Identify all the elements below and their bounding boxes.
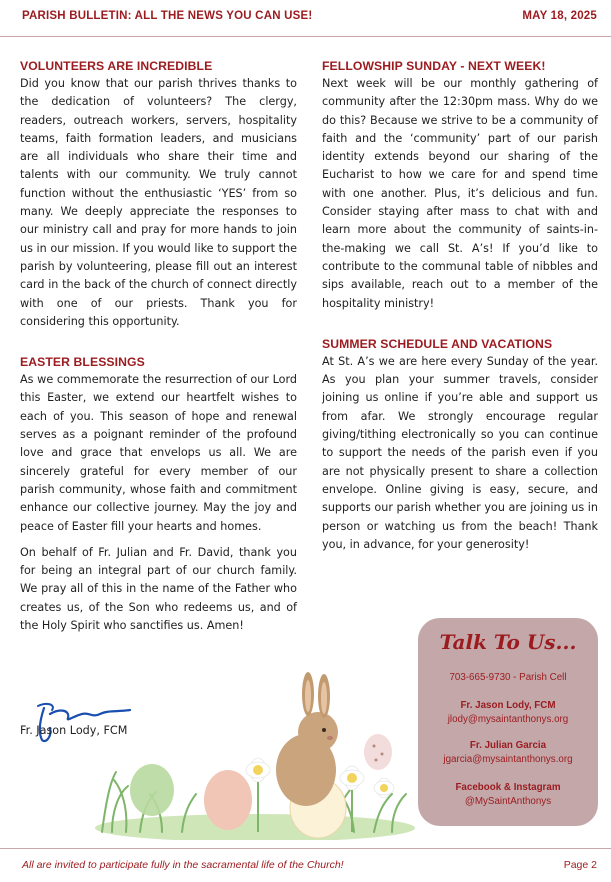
- page-number: Page 2: [563, 859, 597, 871]
- footer-divider: [0, 848, 611, 849]
- contact-person1-email[interactable]: jlody@mysaintanthonys.org: [447, 714, 569, 725]
- contact-social-label: Facebook & Instagram: [455, 782, 561, 793]
- fellowship-heading: FELLOWSHIP SUNDAY - NEXT WEEK!: [322, 59, 546, 73]
- volunteers-body: Did you know that our parish thrives thanks to the dedication of volunteers? The clergy, readers, outreach workers, servers, hospitality teams, faith formation leaders, and musicians are all individuals who share their time and talents with our community. We truly cannot function without the enthusiastic ‘YES’ from so many. We deeply appreciate the responses to our ministry call and pray for more hands to join us in our mission. If you would like to support the parish by volunteering, please fill out an interest card in the back of the church of connect directly with one of our priests. Thank you for considering this opportunity.: [20, 77, 297, 328]
- bulletin-title: PARISH BULLETIN: ALL THE NEWS YOU CAN USE!: [22, 10, 313, 22]
- easter-section: [20, 355, 297, 635]
- footer-note: All are invited to participate fully in the sacramental life of the Church!: [22, 859, 344, 871]
- fellowship-body: Next week will be our monthly gathering of community after the 12:30pm mass. Why do we do this? Because we strive to be a community of faith and the ‘community’ part of our parish identity extends beyond our sharing of the Eucharist to how we care for and spend time with one another. Plus, it’s delicious and fun. Consider staying after mass to chat with and learn more about the community of saints-in-the-making we call St. A’s! If you’d like to contribute to the communal table of nibbles and sips available, reach out to a member of the hospitality ministry!: [322, 77, 598, 310]
- header-divider: [0, 36, 611, 37]
- contact-card: [418, 618, 598, 826]
- volunteers-heading: VOLUNTEERS ARE INCREDIBLE: [20, 59, 213, 73]
- contact-phone[interactable]: 703-665-9730 - Parish Cell: [449, 672, 567, 683]
- summer-heading: SUMMER SCHEDULE AND VACATIONS: [322, 336, 553, 351]
- bulletin-date: MAY 18, 2025: [522, 10, 597, 22]
- page-header: [0, 0, 611, 40]
- summer-body: At St. A’s we are here every Sunday of the year. As you plan your summer travels, consider joining us online if you’re able and support us from afar. We strongly encourage regular giving/tithing electronically so you can continue to support the needs of the parish even if you are not physically present to share a collection envelope. Online giving is easy, secure, and supports our parish whether you are joining us in person or watching us from the beach! Thank you, in advance, for your generosity!: [322, 354, 598, 551]
- left-column: [20, 59, 297, 635]
- signature-name: Fr. Jason Lody, FCM: [20, 724, 128, 737]
- easter-bunny-eggs-flowers-illustration-icon: [92, 662, 418, 840]
- fellowship-section: [322, 59, 598, 313]
- easter-heading: EASTER BLESSINGS: [20, 355, 145, 370]
- volunteers-section: [20, 59, 297, 331]
- contact-person2-email[interactable]: jgarcia@mysaintanthonys.org: [443, 754, 573, 765]
- easter-body: As we commemorate the resurrection of our Lord this Easter, we extend our heartfelt wishes to each of you. This season of hope and renewal serves as a poignant reminder of the profound love and grace that envelops us all. We are sincerely grateful for every member of our parish community, whose faith and commitment enhance our collective journey. May the joy and peace of Easter fill your hearts and homes.: [20, 373, 297, 533]
- easter-body-closing: On behalf of Fr. Julian and Fr. David, thank you for being an integral part of our church family. We pray all of this in the name of the Father who creates us, of the Son who redeems us, and of the Holy Spirit who sanctifies us. Amen!: [20, 545, 297, 633]
- contact-title: Talk To Us...: [439, 630, 577, 654]
- right-column: [322, 59, 598, 554]
- contact-person2-name: Fr. Julian Garcia: [469, 740, 547, 751]
- contact-social-handle[interactable]: @MySaintAnthonys: [464, 796, 552, 807]
- summer-section: [322, 337, 598, 554]
- contact-person1-name: Fr. Jason Lody, FCM: [460, 700, 556, 711]
